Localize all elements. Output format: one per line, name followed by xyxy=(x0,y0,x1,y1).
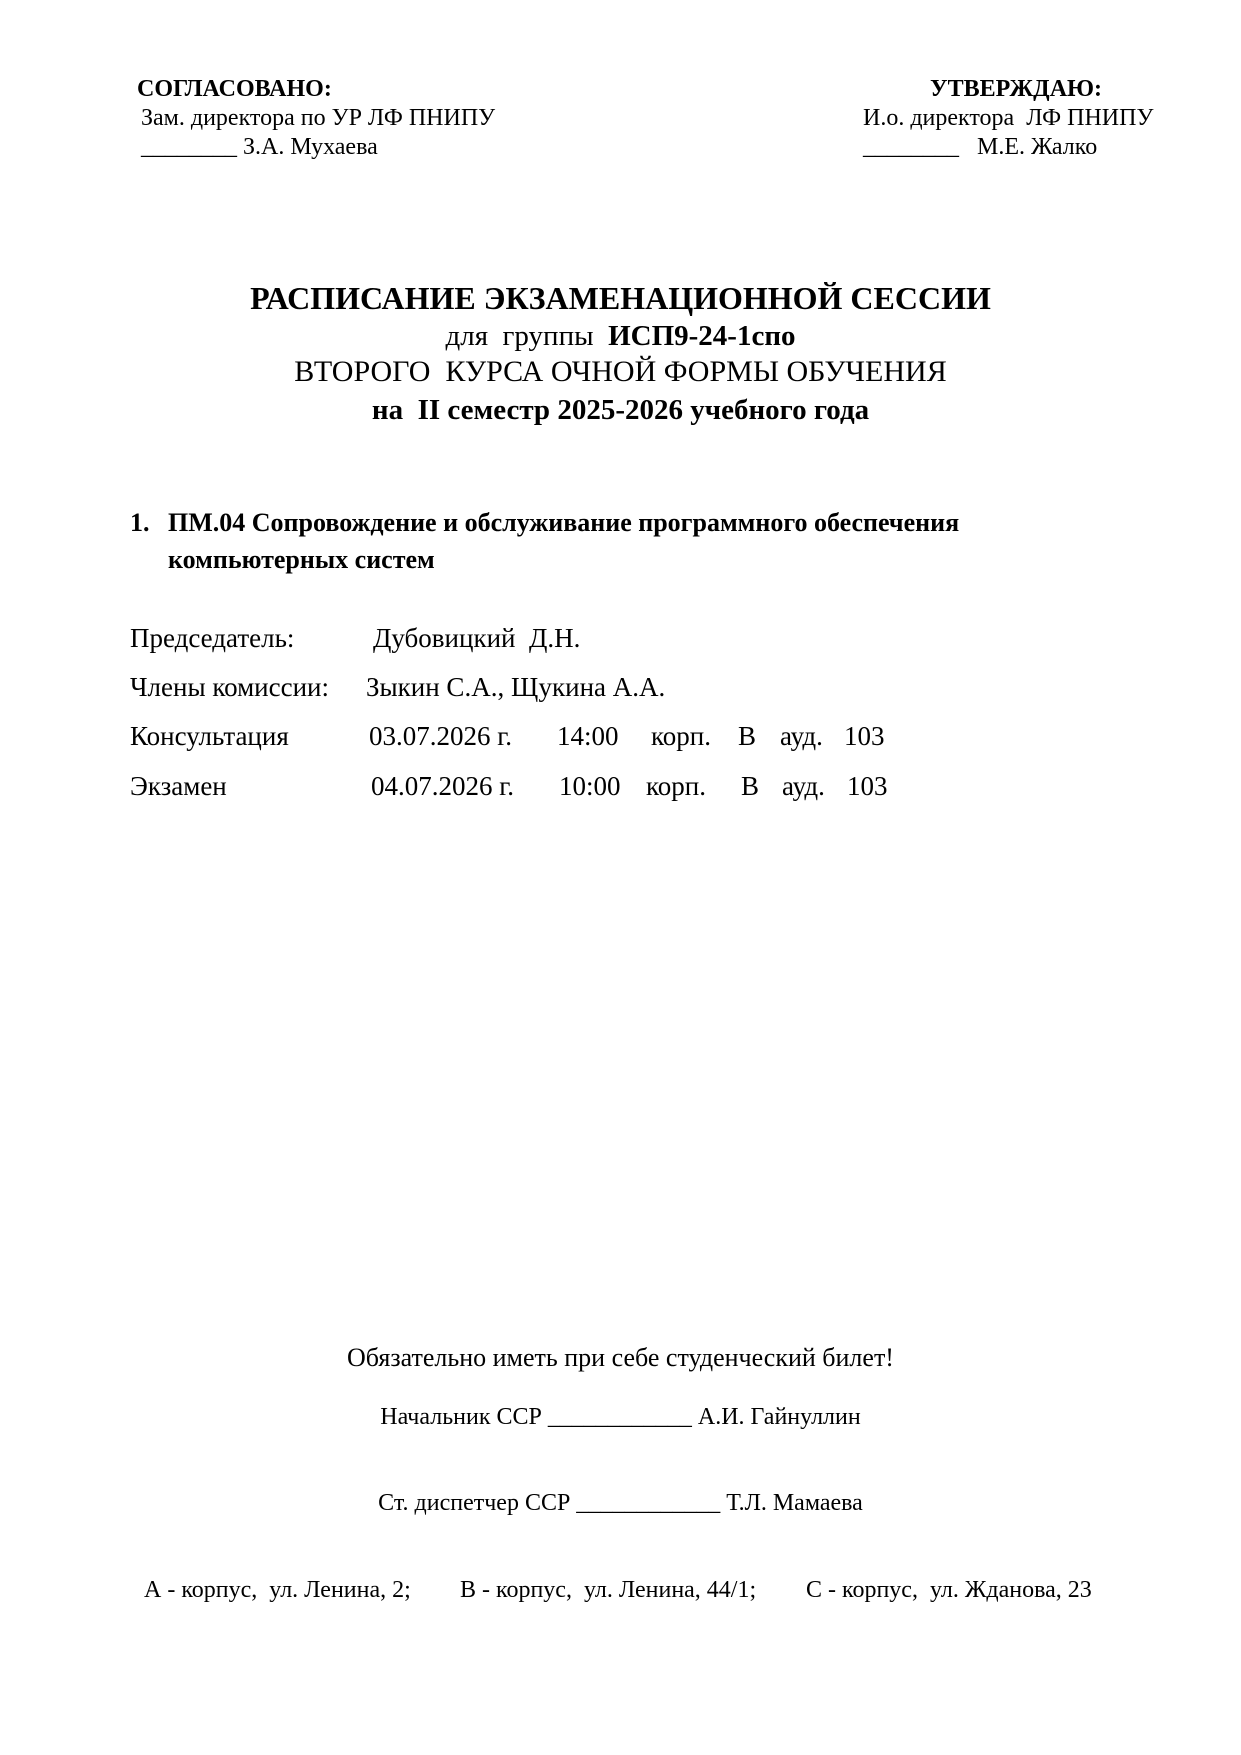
chair-label: Председатель: xyxy=(130,623,295,653)
title-line-3: ВТОРОГО КУРСА ОЧНОЙ ФОРМЫ ОБУЧЕНИЯ xyxy=(294,355,947,388)
subject-title-line-1: ПМ.04 Сопровождение и обслуживание программного обеспечения xyxy=(168,508,960,537)
schedule-time: 14:00 xyxy=(557,721,619,751)
schedule-label: Экзамен xyxy=(130,771,227,801)
schedule-date: 04.07.2026 г. xyxy=(371,771,515,801)
approval-left-heading: СОГЛАСОВАНО: xyxy=(137,76,332,102)
approval-right-signature: ________ М.Е. Жалко xyxy=(863,134,1098,160)
schedule-room-label: ауд. xyxy=(782,771,825,801)
schedule-building: В xyxy=(741,771,760,801)
schedule-room: 103 xyxy=(844,721,885,751)
student-id-note: Обязательно иметь при себе студенческий билет! xyxy=(347,1343,894,1372)
schedule-building-label: корп. xyxy=(651,721,711,751)
title-line-1: РАСПИСАНИЕ ЭКЗАМЕНАЦИОННОЙ СЕССИИ xyxy=(250,280,991,316)
approval-right-heading: УТВЕРЖДАЮ: xyxy=(930,76,1103,102)
schedule-label: Консультация xyxy=(130,721,289,751)
subject-number: 1. xyxy=(130,508,150,537)
signature-head-ssr: Начальник ССР ____________ А.И. Гайнуллин xyxy=(380,1404,861,1430)
chair-value: Дубовицкий Д.Н. xyxy=(373,623,581,653)
signature-dispatcher-ssr: Ст. диспетчер ССР ____________ Т.Л. Мамаева xyxy=(378,1490,863,1516)
schedule-date: 03.07.2026 г. xyxy=(369,721,513,751)
title-line-4: на II семестр 2025-2026 учебного года xyxy=(371,394,870,426)
title-line-2 xyxy=(0,322,1241,351)
approval-left-position: Зам. директора по УР ЛФ ПНИПУ xyxy=(141,105,496,131)
address-b: В - корпус, ул. Ленина, 44/1; xyxy=(460,1577,757,1603)
address-c: С - корпус, ул. Жданова, 23 xyxy=(806,1577,1092,1603)
approval-left-signature: ________ З.А. Мухаева xyxy=(141,134,378,160)
schedule-room: 103 xyxy=(847,771,888,801)
members-value: Зыкин С.А., Щукина А.А. xyxy=(366,672,666,702)
schedule-building: В xyxy=(738,721,757,751)
title-group-prefix: для группы xyxy=(445,320,609,352)
members-label: Члены комиссии: xyxy=(130,672,329,702)
group-code: ИСП9-24-1спо xyxy=(608,320,796,352)
schedule-room-label: ауд. xyxy=(780,721,823,751)
subject-title-line-2: компьютерных систем xyxy=(168,545,435,574)
schedule-time: 10:00 xyxy=(559,771,621,801)
schedule-building-label: корп. xyxy=(646,771,706,801)
address-a: А - корпус, ул. Ленина, 2; xyxy=(144,1577,411,1603)
approval-right-position: И.о. директора ЛФ ПНИПУ xyxy=(863,105,1154,131)
